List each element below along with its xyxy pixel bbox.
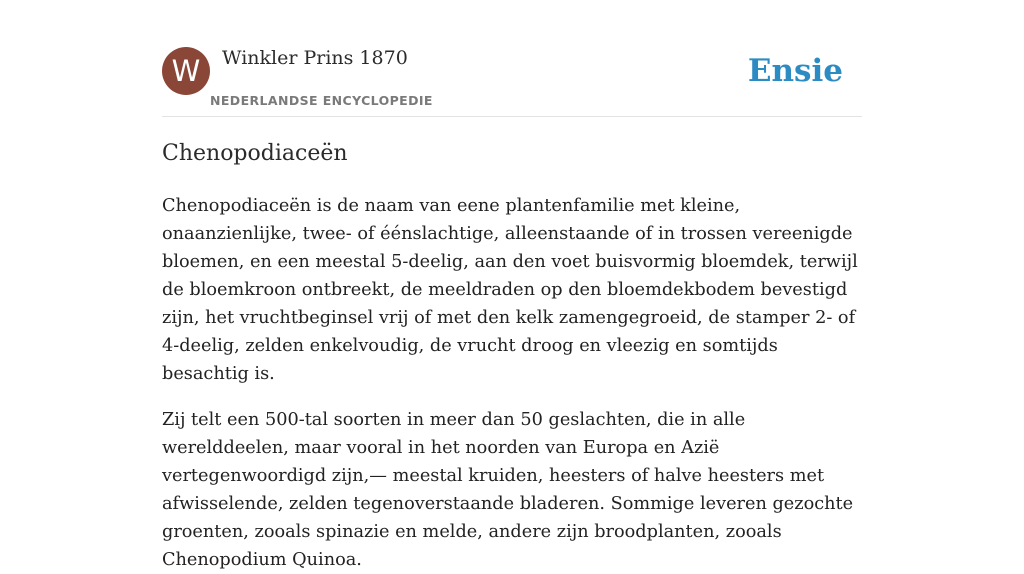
entry-title: Chenopodiaceën	[162, 141, 348, 166]
header	[162, 46, 862, 117]
ensie-logo-link[interactable]: Ensie	[747, 53, 843, 89]
avatar[interactable]: W	[162, 47, 210, 95]
entry-paragraph-1: Chenopodiaceën is de naam van eene plantenfamilie met kleine, onaanzienlijke, twee- of éénslachtige, alleenstaande of in trossen vereenigde bloemen, en een meestal 5-deelig, aan den voet buisvormig bloemdek, terwijl de bloemkroon ontbreekt, de meeldraden op den bloemdekbodem bevestigd zijn, het vruchtbeginsel vrij of met den kelk zamengegroeid, de stamper 2- of 4-deelig, zelden enkelvoudig, de vrucht droog en vleezig en somtijds besachtig is.	[162, 196, 858, 384]
entry-content	[162, 137, 862, 574]
source-title[interactable]: Winkler Prins 1870	[222, 47, 408, 69]
source-subtitle: NEDERLANDSE ENCYCLOPEDIE	[210, 93, 433, 108]
entry-paragraph-2: Zij telt een 500-tal soorten in meer dan 50 geslachten, die in alle werelddeelen, maar vooral in het noorden van Europa en Azië vertegenwoordigd zijn,— meestal kruiden, heesters of halve heesters met afwisselende, zelden tegenoverstaande bladeren. Sommige leveren gezochte groenten, zooals spinazie en melde, andere zijn broodplanten, zooals Chenopodium Quinoa.	[162, 410, 854, 570]
